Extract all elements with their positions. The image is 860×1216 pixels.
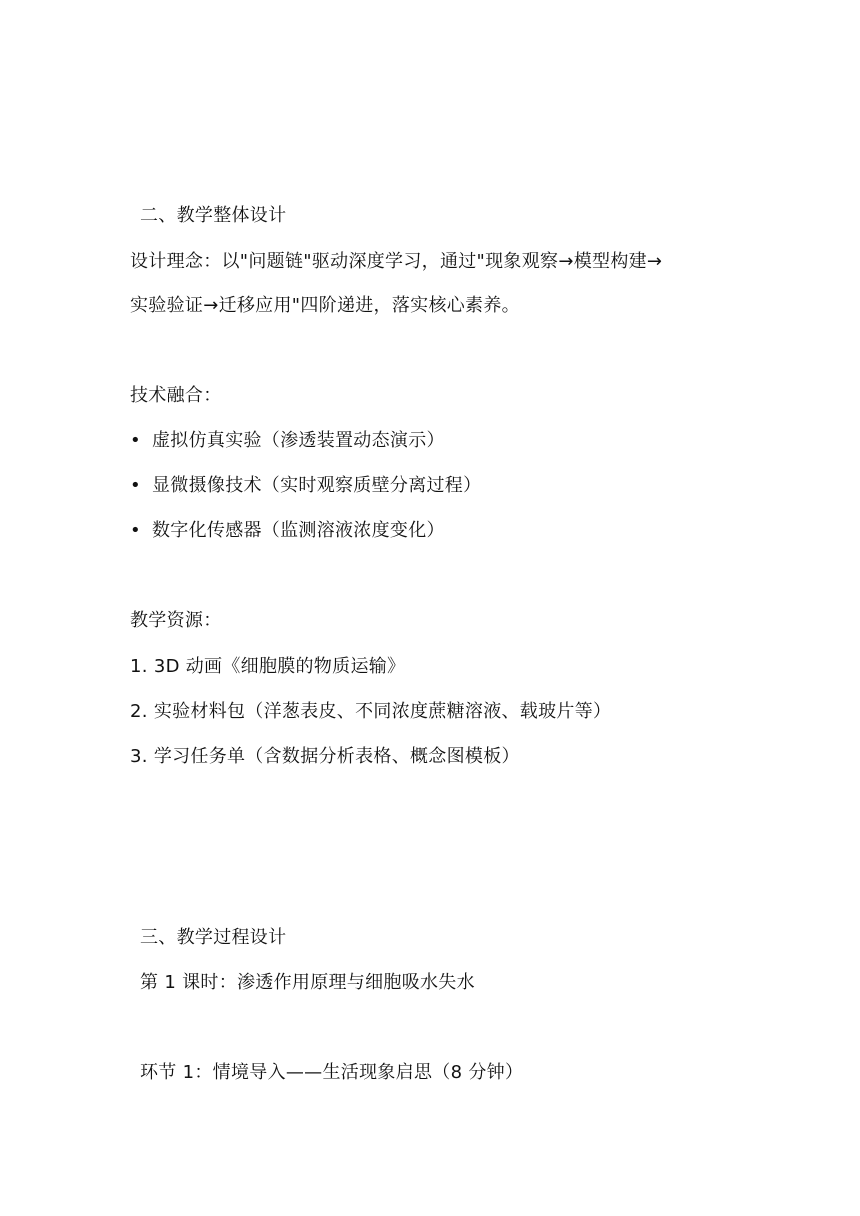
design-concept-line-1: 设计理念：以"问题链"驱动深度学习，通过"现象观察→模型构建→ <box>130 251 663 272</box>
resource-item <box>130 655 405 679</box>
lesson-1-title: 第 1 课时：渗透作用原理与细胞吸水失水 <box>140 972 475 993</box>
bullet-icon: • <box>130 430 141 451</box>
resource-item <box>130 745 520 769</box>
resource-text: 3D 动画《细胞膜的物质运输》 <box>153 656 406 677</box>
section-heading-overall-design: 二、教学整体设计 <box>140 205 287 226</box>
bullet-icon: • <box>130 475 141 496</box>
tech-item <box>130 429 445 453</box>
teaching-resources-title: 教学资源： <box>130 610 222 631</box>
resource-item <box>130 700 611 724</box>
resource-text: 实验材料包（洋葱表皮、不同浓度蔗糖溶液、载玻片等） <box>153 701 612 722</box>
tech-item-text: 虚拟仿真实验（渗透装置动态演示） <box>152 430 445 451</box>
tech-item-text: 显微摄像技术（实时观察质壁分离过程） <box>152 475 482 496</box>
tech-integration-title: 技术融合： <box>130 385 222 406</box>
resource-number: 3. <box>130 746 148 767</box>
bullet-icon: • <box>130 520 141 541</box>
section-heading-process-design: 三、教学过程设计 <box>140 927 287 948</box>
tech-item-text: 数字化传感器（监测溶液浓度变化） <box>152 520 445 541</box>
resource-number: 1. <box>130 656 148 677</box>
design-concept-line-2: 实验验证→迁移应用"四阶递进，落实核心素养。 <box>130 295 520 316</box>
resource-text: 学习任务单（含数据分析表格、概念图模板） <box>153 746 520 767</box>
resource-number: 2. <box>130 701 148 722</box>
step-1-title: 环节 1：情境导入——生活现象启思（8 分钟） <box>140 1062 524 1083</box>
tech-item <box>130 519 445 543</box>
tech-item <box>130 474 481 498</box>
